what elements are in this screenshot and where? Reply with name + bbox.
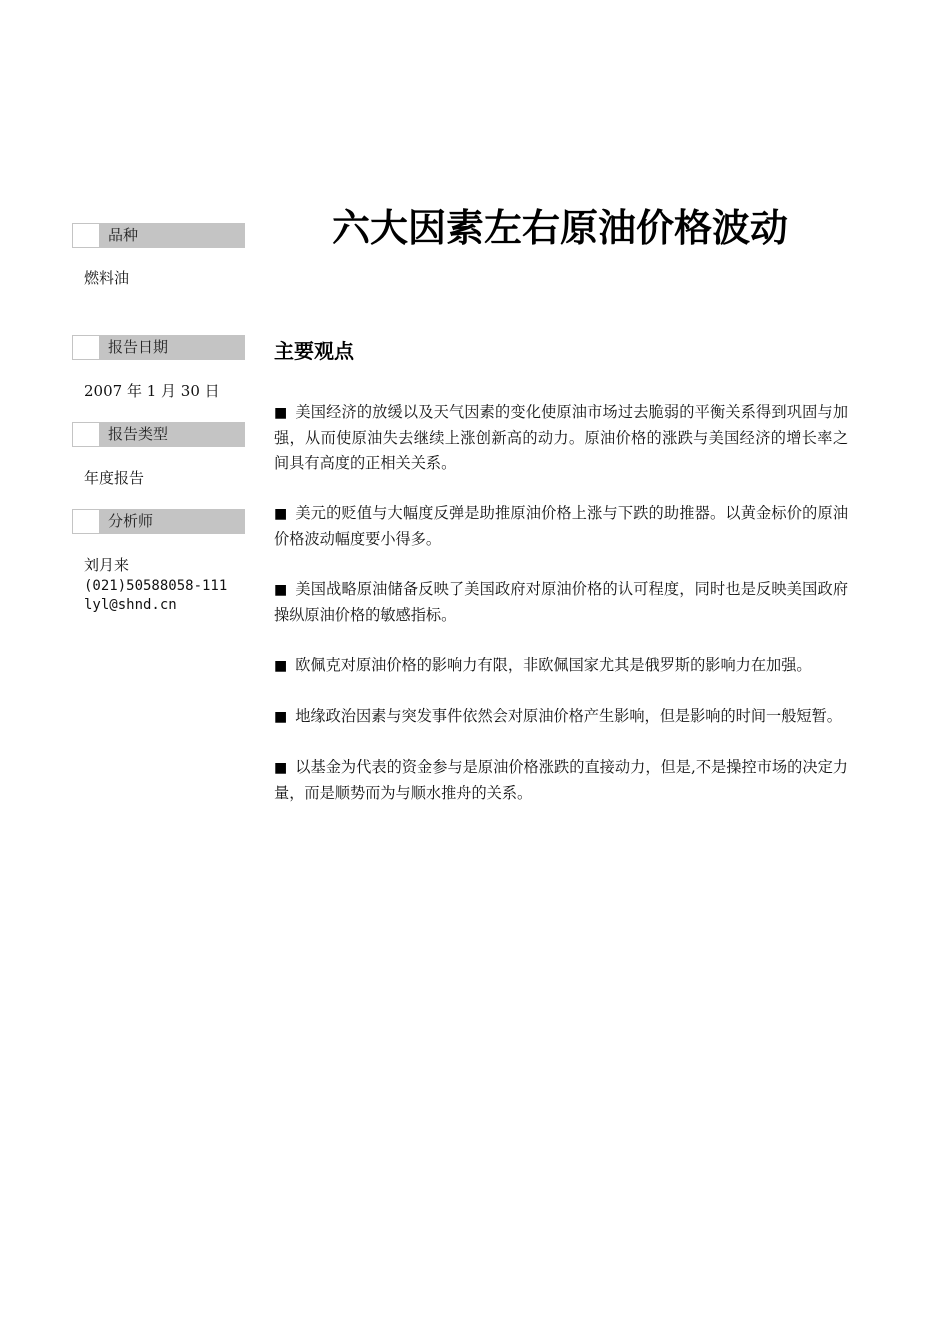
square-bullet-icon: ■ xyxy=(274,760,288,776)
report-type-label: 报告类型 xyxy=(108,425,169,443)
key-point xyxy=(274,577,848,628)
label-notch xyxy=(72,422,100,447)
report-type-value: 年度报告 xyxy=(84,469,145,487)
square-bullet-icon: ■ xyxy=(274,582,288,598)
analyst-phone: (021)50588058-111 xyxy=(84,578,228,594)
section-heading: 主要观点 xyxy=(274,339,354,363)
key-point xyxy=(274,400,848,476)
key-point-text: 地缘政治因素与突发事件依然会对原油价格产生影响，但是影响的时间一般短暂。 xyxy=(295,707,842,725)
report-date-label-bar xyxy=(72,335,245,360)
square-bullet-icon: ■ xyxy=(274,405,288,421)
report-title: 六大因素左右原油价格波动 xyxy=(331,206,788,250)
key-point-text: 美国经济的放缓以及天气因素的变化使原油市场过去脆弱的平衡关系得到巩固与加强，从而使原油失去继续上涨创新高的动力。原油价格的涨跌与美国经济的增长率之间具有高度的正相关关系。 xyxy=(274,403,849,472)
label-notch xyxy=(72,223,100,248)
square-bullet-icon: ■ xyxy=(274,709,288,725)
key-point xyxy=(274,704,848,730)
square-bullet-icon: ■ xyxy=(274,506,288,522)
report-date-value: 2007 年 1 月 30 日 xyxy=(84,382,220,400)
key-point xyxy=(274,653,848,679)
report-type-label-bar xyxy=(72,422,245,447)
analyst-label: 分析师 xyxy=(108,512,154,530)
key-point-text: 美国战略原油储备反映了美国政府对原油价格的认可程度，同时也是反映美国政府操纵原油价格的敏感指标。 xyxy=(274,580,849,624)
square-bullet-icon: ■ xyxy=(274,658,288,674)
key-point-text: 以基金为代表的资金参与是原油价格涨跌的直接动力，但是,不是操控市场的决定力量，而是顺势而为与顺水推舟的关系。 xyxy=(274,758,848,802)
variety-label-bar xyxy=(72,223,245,248)
key-point-text: 欧佩克对原油价格的影响力有限，非欧佩国家尤其是俄罗斯的影响力在加强。 xyxy=(295,656,812,674)
key-point-text: 美元的贬值与大幅度反弹是助推原油价格上涨与下跌的助推器。以黄金标价的原油价格波动幅度要小得多。 xyxy=(274,504,849,548)
key-points-list xyxy=(274,400,848,831)
variety-label: 品种 xyxy=(108,226,139,244)
analyst-email[interactable]: lyl@shnd.cn xyxy=(84,597,177,613)
key-point xyxy=(274,501,848,552)
analyst-label-bar xyxy=(72,509,245,534)
report-date-label: 报告日期 xyxy=(108,338,169,356)
analyst-name: 刘月来 xyxy=(84,556,130,574)
key-point xyxy=(274,755,848,806)
label-notch xyxy=(72,509,100,534)
variety-value: 燃料油 xyxy=(84,269,130,287)
label-notch xyxy=(72,335,100,360)
